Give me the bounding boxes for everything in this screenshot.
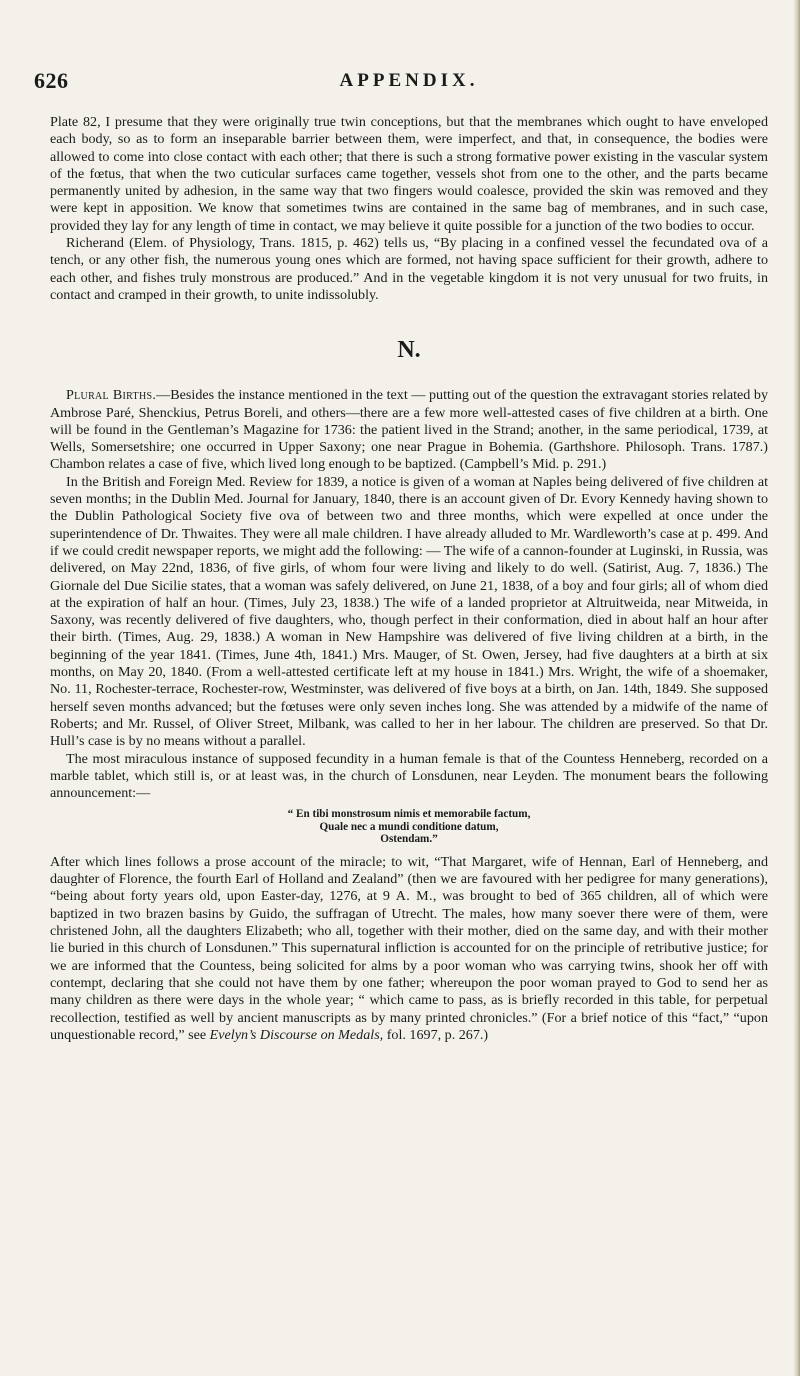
paragraph-plate: Plate 82, I presume that they were originally true twin conceptions, but that the membranes which ought to have enveloped each body, so as to form an inseparable barrier between them, were imperfect, and that, in consequence, the bodies were allowed to come into close contact with each other; that there is such a strong formative power existing in the vascular system of the fœtus, that when the two cuticular surfaces came together, vessels shot from one to the other, and the parts became permanently united by adhesion, in the same way that two fingers would coalesce, provided the skin was removed and they were kept in apposition. We know that sometimes twins are contained in the same bag of membranes, and in such case, provided they lay for any length of time in contact, we may believe it quite possible for a junction of the two bodies to occur.: [50, 114, 768, 234]
paragraph-after-inscription: [50, 854, 768, 1044]
page-header: [34, 68, 768, 98]
paragraph-richerand: Richerand (Elem. of Physiology, Trans. 1815, p. 462) tells us, “By placing in a confined vessel the fecundated ova of a tench, or any other fish, the numerous young ones which are formed, not having space sufficient for their growth, adhere to each other, and fishes truly monstrous are produced.” And in the vegetable kingdom it is not very unusual for two fruits, in contact and cramped in their growth, to unite indissolubly.: [50, 235, 768, 303]
section-letter: N.: [397, 337, 421, 364]
inscription-line: Ostendam.”: [380, 833, 438, 846]
inscription-line: “ En tibi monstrosum nimis et memorabile factum,: [287, 808, 531, 821]
inscription-line: Quale nec a mundi conditione datum,: [319, 820, 499, 833]
after-text-a: After which lines follows a prose account of the miracle; to wit, “That Margaret, wife of Hennan, Earl of Henneberg, and daughter of Florence, the fourth Earl of Holland and Zealand” (then we are favoured with her pedigree for many generations), “being about forty years old, upon Easter-day, 1276, at 9: [50, 853, 768, 905]
page-number: 626: [34, 68, 69, 93]
running-head: APPENDIX.: [339, 70, 479, 91]
paragraph-plural-births: [50, 387, 768, 473]
binding-edge: [793, 0, 800, 1376]
time-am: A. M.: [395, 888, 433, 905]
evelyn-citation: Evelyn’s Discourse on Medals,: [209, 1026, 384, 1043]
after-text-c: fol. 1697, p. 267.): [383, 1026, 489, 1043]
after-text-b: , was brought to bed of 365 children, all of which were baptized in two brazen basins by Guido, the suffragan of Utrecht. The males, how many soever there were of them, were christened John, all the daughters Elizabeth; who all, together with their mother, died on the same day, and with their mother lie buried in this church of Lonsdunen.” This supernatural infliction is accounted for on the principle of retributive justice; for we are informed that the Countess, being solicited for alms by a poor woman who was carrying twins, shook her off with contempt, declaring that she could not have them by one father; whereupon the poor woman prayed to God to send her as many children as there were days in the whole year; “ which came to pass, as is briefly recorded in this table, for perpetual recollection, testified as well by ancient manuscripts as by many printed chronicles.” (For a brief notice of this “fact,” “upon unquestionable record,” see: [50, 888, 769, 1043]
latin-inscription: [50, 808, 768, 846]
book-page: [34, 68, 769, 1044]
plural-births-text: —Besides the instance mentioned in the text — putting out of the question the extravagant stories related by Ambrose Paré, Shenckius, Petrus Boreli, and others—there are a few more well-attested cases of five children at a birth. One will be found in the Gentleman’s Magazine for 1736: the patient lived in the Strand; another, in the same periodical, 1739, at Wells, Somersetshire; one occurred in Upper Saxony; one near Prague in Bohemia. (Garthshore. Philosoph. Trans. 1787.) Chambon relates a case of five, which lived long enough to be baptized. (Campbell’s Mid. p. 291.): [50, 387, 769, 473]
paragraph-miraculous: The most miraculous instance of supposed fecundity in a human female is that of the Countess Henneberg, recorded on a marble tablet, which still is, or at least was, in the church of Lonsdunen, near Leyden. The monument bears the following announcement:—: [50, 750, 768, 802]
paragraph-british-review: In the British and Foreign Med. Review for 1839, a notice is given of a woman at Naples being delivered of five children at seven months; in the Dublin Med. Journal for January, 1840, there is an account given of Dr. Evory Kennedy having shown to the Dublin Pathological Society five ova of between two and three months, which were expelled at once under the superintendence of Dr. Thwaites. They were all male children. I have already alluded to Mr. Wardleworth’s case at p. 499. And if we could credit newspaper reports, we might add the following: — The wife of a cannon-founder at Luginski, in Russia, was delivered, on May 22nd, 1836, of five girls, of whom four were living and likely to do well. (Satirist, Aug. 7, 1836.) The Giornale del Due Sicilie states, that a woman was safely delivered, on June 21, 1838, of a boy and four girls; all of whom died at the expiration of half an hour. (Times, July 23, 1838.) The wife of a landed proprietor at Altruitweida, near Mitweida, in Saxony, was recently delivered of five daughters, who, though perfect in their conformation, died in about half an hour after their birth. (Times, Aug. 29, 1838.) A woman in New Hampshire was delivered of five living children at a birth, in the beginning of the year 1841. (Times, June 4th, 1841.) Mrs. Mauger, of St. Owen, Jersey, had five daughters at a birth at six months, on May 20, 1840. (From a well-attested certificate left at my house in 1841.) Mrs. Wright, the wife of a shoemaker, No. 11, Rochester-terrace, Rochester-row, Westminster, was delivered of five boys at a birth, on Jan. 14th, 1849. She supposed herself seven months advanced; but the fœtuses were only seven inches long. She was attended by a midwife of the name of Roberts; and Mr. Russel, of Oliver Street, Milbank, was called to her in her labour. The children are preserved. So that Dr. Hull’s case is by no means without a parallel.: [50, 473, 768, 750]
plural-births-heading: Plural Births.: [66, 387, 157, 404]
